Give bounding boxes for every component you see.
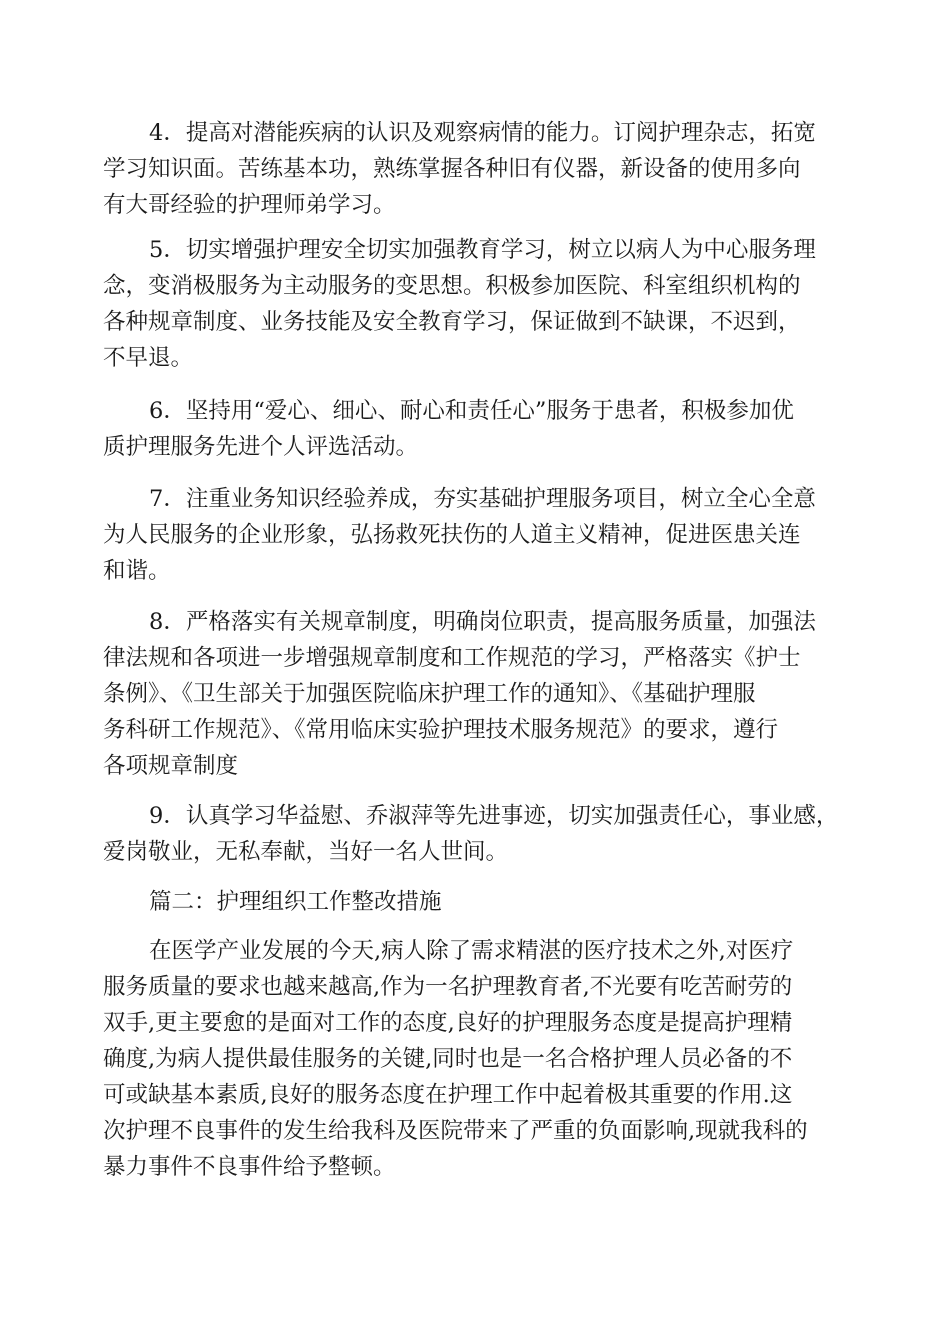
paragraph-item-7: [103, 481, 863, 589]
text-line: 条例》、《卫生部关于加强医院临床护理工作的通知》、《基础护理服: [103, 681, 756, 707]
text-line: 学习知识面。苦练基本功，熟练掌握各种旧有仪器，新设备的使用多向: [103, 156, 801, 182]
text-line: 为人民服务的企业形象，弘扬救死扶伤的人道主义精神，促进医患关连: [103, 522, 801, 548]
text-line: 4．提高对潜能疾病的认识及观察病情的能力。订阅护理杂志，拓宽: [149, 120, 816, 146]
text-line: 7．注重业务知识经验养成，夯实基础护理服务项目，树立全心全意: [149, 486, 816, 512]
text-line: 和谐。: [103, 558, 171, 584]
text-line: 不早退。: [103, 345, 194, 371]
text-line: 篇二：护理组织工作整改措施: [149, 889, 442, 915]
paragraph-item-5: [103, 232, 863, 376]
text-line: 爱岗敬业，无私奉献，当好一名人世间。: [103, 839, 509, 865]
text-line: 次护理不良事件的发生给我科及医院带来了严重的负面影响,现就我科的: [103, 1118, 808, 1144]
text-line: 律法规和各项进一步增强规章制度和工作规范的学习，严格落实《护士: [103, 645, 801, 671]
paragraph-body: [103, 933, 863, 1185]
text-line: 各项规章制度: [103, 753, 239, 779]
paragraph-item-9: [103, 798, 863, 870]
text-line: 9．认真学习华益慰、乔淑萍等先进事迹，切实加强责任心，事业感，: [149, 803, 839, 829]
text-line: 各种规章制度、业务技能及安全教育学习，保证做到不缺课，不迟到，: [103, 309, 801, 335]
text-line: 双手,更主要愈的是面对工作的态度,良好的护理服务态度是提高护理精: [103, 1010, 793, 1036]
paragraph-item-4: [103, 115, 863, 223]
text-line: 在医学产业发展的今天,病人除了需求精湛的医疗技术之外,对医疗: [149, 938, 794, 964]
text-line: 有大哥经验的护理师弟学习。: [103, 192, 396, 218]
text-line: 服务质量的要求也越来越高,作为一名护理教育者,不光要有吃苦耐劳的: [103, 974, 793, 1000]
text-line: 可或缺基本素质,良好的服务态度在护理工作中起着极其重要的作用.这: [103, 1082, 793, 1108]
text-line: 5．切实增强护理安全切实加强教育学习，树立以病人为中心服务理: [149, 237, 816, 263]
text-line: 暴力事件不良事件给予整顿。: [103, 1154, 396, 1180]
text-line: 务科研工作规范》、《常用临床实验护理技术服务规范》的要求，遵行: [103, 717, 779, 743]
text-line: 质护理服务先进个人评选活动。: [103, 434, 419, 460]
text-line: 8．严格落实有关规章制度，明确岗位职责，提高服务质量，加强法: [149, 609, 816, 635]
paragraph-item-6: [103, 393, 863, 465]
text-line: 6．坚持用“爱心、细心、耐心和责任心”服务于患者，积极参加优: [149, 398, 794, 424]
section-heading: [103, 884, 863, 920]
paragraph-item-8: [103, 604, 863, 784]
text-line: 确度,为病人提供最佳服务的关键,同时也是一名合格护理人员必备的不: [103, 1046, 793, 1072]
text-line: 念，变消极服务为主动服务的变思想。积极参加医院、科室组织机构的: [103, 273, 801, 299]
